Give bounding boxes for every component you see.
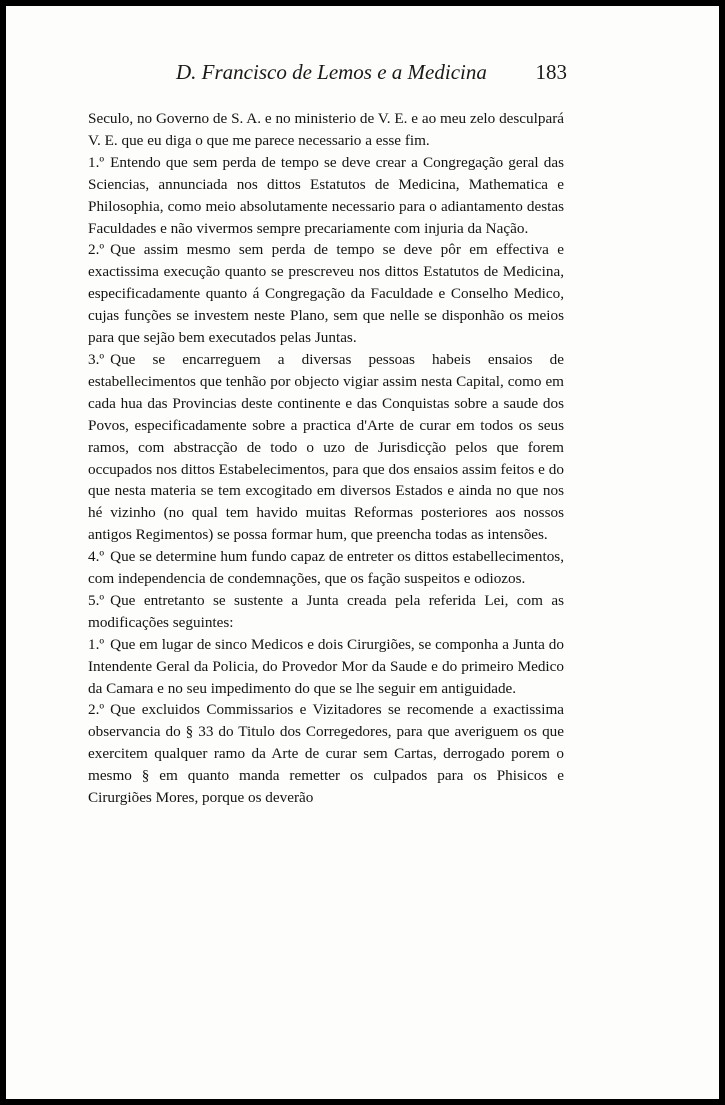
paragraph-text: Entendo que sem perda de tempo se deve crear a Congregação geral das Sciencias, annunciada nos dittos Estatutos de Medicina, Mathematica e Philosophia, como meio absolutamente necessario para o adiantamento destas Faculdades e não vivermos sempre precariamente com injuria da Nação. [88, 153, 564, 237]
paragraph-intro [88, 108, 564, 152]
paragraph-item-2 [88, 239, 564, 349]
paragraph-item-5 [88, 590, 564, 634]
paragraph-text: Que excluidos Commissarios e Vizitadores se recomende a exactissima observancia do § 33 do Titulo dos Corregedores, para que averiguem os que exercitem qualquer ramo da Arte de curar sem Cartas, derrogado porem o mesmo § em quanto manda remetter os culpados para os Phisicos e Cirurgiões Mores, porque os deverão [88, 701, 564, 807]
paragraph-number: 3.º [88, 350, 105, 368]
paragraph-text: Que em lugar de sinco Medicos e dois Cirurgiões, se componha a Junta do Intendente Geral da Policia, do Provedor Mor da Saude e do primeiro Medico da Camara e no seu impedimento do que se lhe seguir em antiguidade. [88, 635, 564, 697]
paragraph-text: Que se determine hum fundo capaz de entreter os dittos estabellecimentos, com independencia de condemnações, que os fação suspeitos e odiozos. [88, 548, 564, 588]
paragraph-number: 1.º [88, 635, 105, 653]
paragraph-text: Que entretanto se sustente a Junta creada pela referida Lei, com as modificações seguintes: [88, 591, 564, 631]
paragraph-subitem-2 [88, 699, 564, 809]
book-page [6, 6, 719, 1099]
paragraph-item-4 [88, 546, 564, 590]
page-number: 183 [535, 60, 567, 84]
paragraph-text: Que assim mesmo sem perda de tempo se deve pôr em effectiva e exactissima execução quanto se prescreveu nos dittos Estatutos de Medicina, especificadamente quanto á Congregação da Faculdade e Conselho Medico, cujas funções se investem neste Plano, sem que nelle se disponhão os meios para que sejão bem executados pelas Juntas. [88, 241, 564, 347]
body-text [88, 108, 564, 809]
page-header [6, 60, 719, 90]
paragraph-item-3 [88, 349, 564, 546]
paragraph-subitem-1 [88, 634, 564, 700]
paragraph-number: 2.º [88, 241, 105, 259]
paragraph-item-1 [88, 152, 564, 240]
paragraph-number: 4.º [88, 548, 105, 566]
running-title: D. Francisco de Lemos e a Medicina [176, 60, 487, 84]
paragraph-text: Que se encarreguem a diversas pessoas habeis ensaios de estabellecimentos que tenhão por objecto vigiar assim nesta Capital, como em cada hua das Provincias deste continente e das Conquistas sobre a saude dos Povos, especificadamente sobre a practica d'Arte de curar em todos os seus ramos, com abstracção de todo o uzo de Jurisdicção pelos que forem occupados nos dittos Estabelecimentos, para que dos ensaios assim feitos e do que nesta materia se tem excogitado em diversos Estados e ainda no que nos hé vizinho (no qual tem havido muitas Reformas posteriores aos nossos antigos Regimentos) se possa formar hum, que preencha todas as intensões. [88, 350, 564, 544]
paragraph-text: Seculo, no Governo de S. A. e no ministerio de V. E. e ao meu zelo desculpará V. E. que eu diga o que me parece necessario a esse fim. [88, 110, 564, 149]
paragraph-number: 1.º [88, 153, 105, 171]
paragraph-number: 5.º [88, 591, 105, 609]
paragraph-number: 2.º [88, 701, 105, 719]
